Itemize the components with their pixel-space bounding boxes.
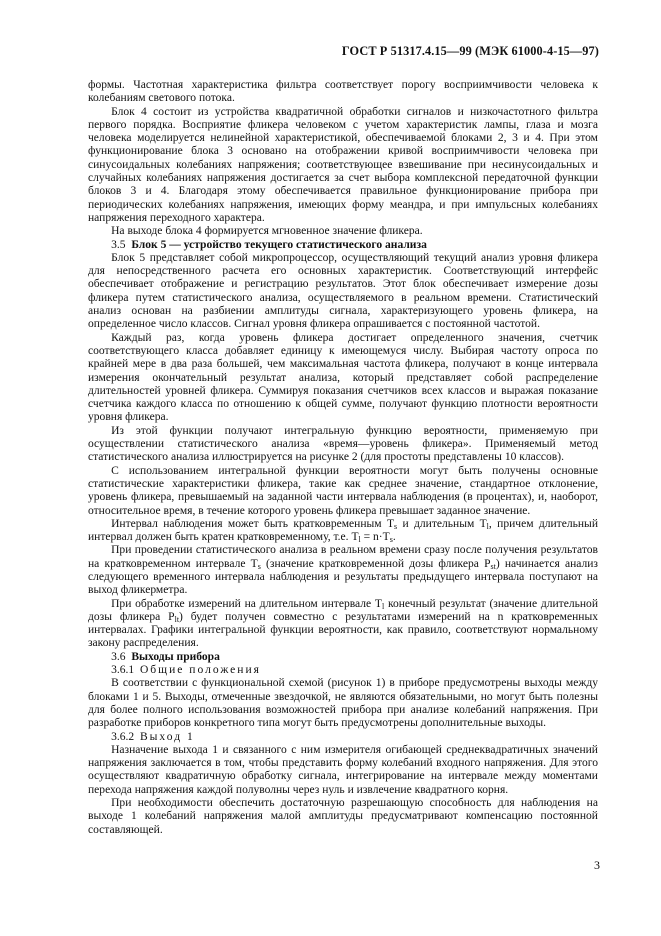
section-number: 3.5 [111,238,126,251]
text-run: ) начинается анализ следующего временного интервала наблюдения и результаты предыдущего интервала поступают на выход фликерметра. [88,557,598,597]
subscript: l [486,521,489,531]
text-run: Интервал наблюдения может быть кратковременным T [111,517,394,530]
paragraph: Каждый раз, когда уровень фликера достигает определенного значения, счетчик соответствующего класса добавляет единицу к имеющемуся числу. Выбирая частоту опроса по крайней мере в два раза большей, чем максимальная частота фликера, получают в конце интервала измерения окончательный результат анализа, который представляет собой распределение длительностей уровней фликера. Суммируя показания счетчиков всех классов и выражая показание счетчика каждого класса по отношению к общей сумме, получают функцию плотности вероятности уровня фликера. [88,331,598,424]
text-run: = n·T [360,531,390,544]
page-number: 3 [594,858,600,872]
section-heading-3-6-1 [88,664,598,677]
section-heading-3-6-2 [88,731,598,744]
section-number: 3.6.1 [111,664,135,677]
subscript: lt [174,614,180,624]
text-run: . [392,531,396,544]
section-heading-3-6 [88,651,598,664]
text-run: и длительным T [397,517,487,530]
subscript: s [394,521,398,531]
paragraph: Назначение выхода 1 и связанного с ним измерителя огибающей среднеквадратичных значений напряжения заключается в том, чтобы представить форму колебаний входного напряжения. Для этого осуществляют квадратичную обработку сигнала, интегрирование на интервале между моментами перехода напряжения каждой полуволны через нуль и извлечение квадратного корня. [88,743,598,796]
section-title: Выход 1 [139,730,195,743]
paragraph: формы. Частотная характеристика фильтра соответствует порогу восприимчивости человека к колебаниям светового потока. [88,79,598,105]
text-run: (значение кратковременной дозы фликера P [260,557,491,570]
section-number: 3.6.2 [111,730,135,743]
subscript: st [490,561,496,571]
section-heading-3-5 [88,239,598,252]
paragraph: На выходе блока 4 формируется мгновенное значение фликера. [111,225,423,238]
subscript: s [257,561,261,571]
subscript: l [358,535,361,545]
paragraph: В соответствии с функциональной схемой (рисунок 1) в приборе предусмотрены выходы между блоками 1 и 5. Выходы, отмеченные звездочкой, не являются обязательными, но могут быть полезны для более полного использования возможностей прибора при анализе колебаний напряжения. При разработке приборов конкретного типа могут быть предусмотрены дополнительные выходы. [88,677,598,730]
subscript: l [381,601,385,611]
section-title: Блок 5 — устройство текущего статистического анализа [131,238,427,251]
paragraph-long-interval [88,598,598,651]
section-title: Выходы прибора [131,650,220,663]
text-run: При проведении статистического анализа в реальном времени сразу после получения результатов на кратковременном интервале T [88,544,598,570]
paragraph-realtime [88,544,598,597]
paragraph: Из этой функции получают интегральную функцию вероятности, применяемую при осуществлении статистического анализа «время—уровень фликера». Применяемый метод статистического анализа иллюстрируется на рисунке 2 (для простоты представлены 10 классов). [88,424,598,464]
document-header: ГОСТ Р 51317.4.15—99 (МЭК 61000-4-15—97) [341,44,599,58]
paragraph: Блок 5 представляет собой микропроцессор, осуществляющий текущий анализ уровня фликера для непосредственного расчета его основных характеристик. Соответствующий интерфейс обеспечивает отображение и регистрацию результатов. Этот блок обеспечивает измерение дозы фликера путем статистического анализа, осуществляемого в реальном времени. Статистический анализ основан на разбиении амплитуды сигнала, характеризующего уровень фликера, на определенное число классов. Сигнал уровня фликера опрашивается с постоянной частотой. [88,251,598,331]
paragraph: С использованием интегральной функции вероятности могут быть получены основные статистические характеристики фликера, такие как среднее значение, стандартное отклонение, уровень фликера, превышаемый на заданной части интервала наблюдения (в процентах), и, наоборот, относительное время, в течение которого уровень фликера превышает заданное значение. [88,464,598,517]
paragraph-intervals [88,518,598,545]
subscript: s [389,535,393,545]
text-run: При обработке измерений на длительном интервале T [111,597,382,610]
text-run: конечный результат (значение длительной дозы фликера P [88,597,598,623]
paragraph: Блок 4 состоит из устройства квадратичной обработки сигналов и низкочастотного фильтра первого порядка. Восприятие фликера человеком с учетом характеристик лампы, глаза и мозга человека моделируется нелинейной характеристикой, обеспечиваемой блоками 2, 3 и 4. При этом функционирование блока 3 основано на отображении кривой восприимчивости человека при синусоидальных колебаниях напряжения; соответствующее взвешивание при несинусоидальных и случайных колебаниях напряжения достигается за счет выбора комплексной передаточной функции блоков 3 и 4. Благодаря этому обеспечивается правильное функционирование прибора при периодических колебаниях напряжения, имеющих форму меандра, и при импульсных колебаниях напряжения переходного характера. [88,105,598,224]
paragraph: При необходимости обеспечить достаточную разрешающую способность для наблюдения на выходе 1 колебаний напряжения малой амплитуды предусматривают компенсацию постоянной составляющей. [88,797,598,836]
section-title: Общие положения [139,664,261,677]
page-body [88,79,598,837]
text-run: ) будет получен совместно с результатами измерений на n кратковременных интервалах. Графики интегральной функции вероятности, как правило, соответствуют нормальному закону распределения. [88,610,598,650]
section-number: 3.6 [111,650,126,663]
text-run: , причем длительный интервал должен быть кратен кратковременному, т.е. T [88,517,598,544]
